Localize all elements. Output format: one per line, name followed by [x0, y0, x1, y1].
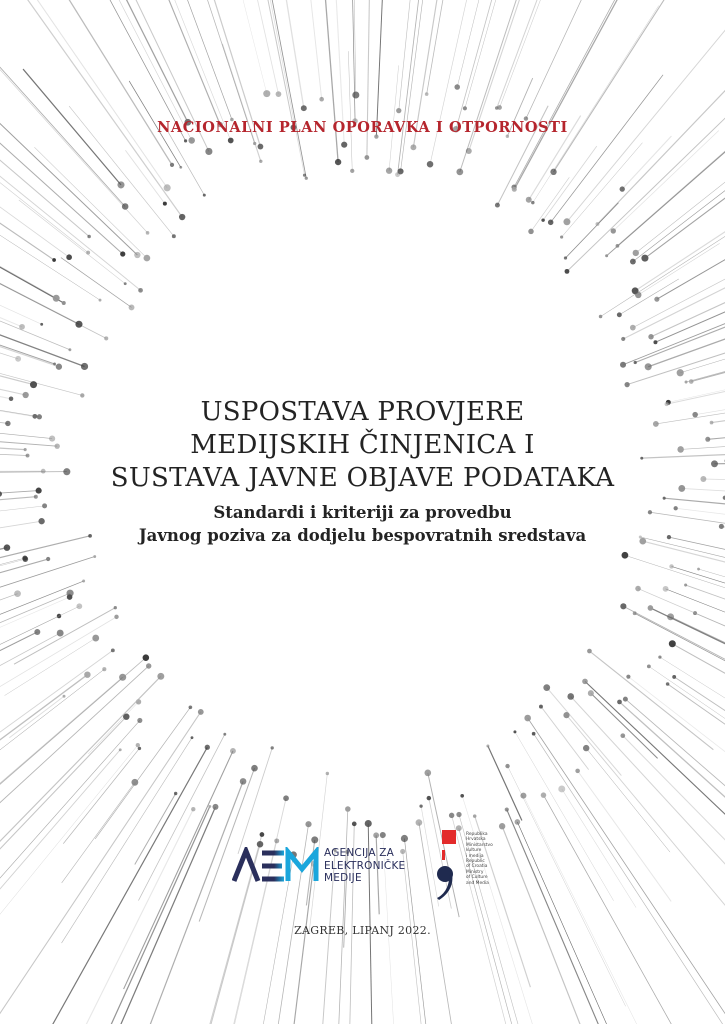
ministry-logo-text: [466, 832, 493, 886]
logos-row: [0, 828, 725, 908]
title-line-3: SUSTAVA JAVNE OBJAVE PODATAKA: [110, 463, 615, 493]
aem-logo-mark: [232, 847, 320, 883]
ministry-text-line-4: kulture: [466, 848, 482, 854]
ministry-text-line-5: i medija: [466, 853, 484, 859]
subtitle-line-2: Javnog poziva za dodjelu bespovratnih sredstava: [138, 526, 587, 545]
aem-text-line-1: AGENCIJA ZA: [324, 847, 395, 859]
ministry-text-line-8: Ministry: [466, 869, 484, 875]
ministry-logo-mark: [434, 830, 460, 900]
ministry-text-line-2: Hrvatska: [466, 837, 486, 843]
ministry-text-line-1: Republika: [466, 832, 488, 837]
subtitle-line-1: Standardi i kriteriji za provedbu: [213, 503, 512, 522]
aem-text-line-2: ELEKTRONIČKE: [324, 859, 406, 872]
supertitle: NACIONALNI PLAN OPORAVKA I OTPORNOSTI: [157, 119, 568, 136]
aem-logo-text: [324, 847, 405, 885]
title-line-1: USPOSTAVA PROVJERE: [200, 397, 525, 427]
aem-text-line-3: MEDIJE: [324, 872, 362, 884]
document-title: [0, 396, 725, 495]
ministry-text-line-3: Ministarstvo: [466, 842, 493, 848]
document-subtitle: [0, 501, 725, 547]
ministry-text-line-9: of Culture: [466, 875, 488, 881]
title-line-2: MEDIJSKIH ČINJENICA I: [190, 430, 535, 460]
place-date: ZAGREB, LIPANJ 2022.: [294, 924, 431, 937]
ministry-text-line-7: of Croatia: [466, 864, 488, 870]
ministry-text-line-6: Republic: [466, 859, 485, 865]
ministry-text-line-10: and Media: [466, 880, 489, 886]
